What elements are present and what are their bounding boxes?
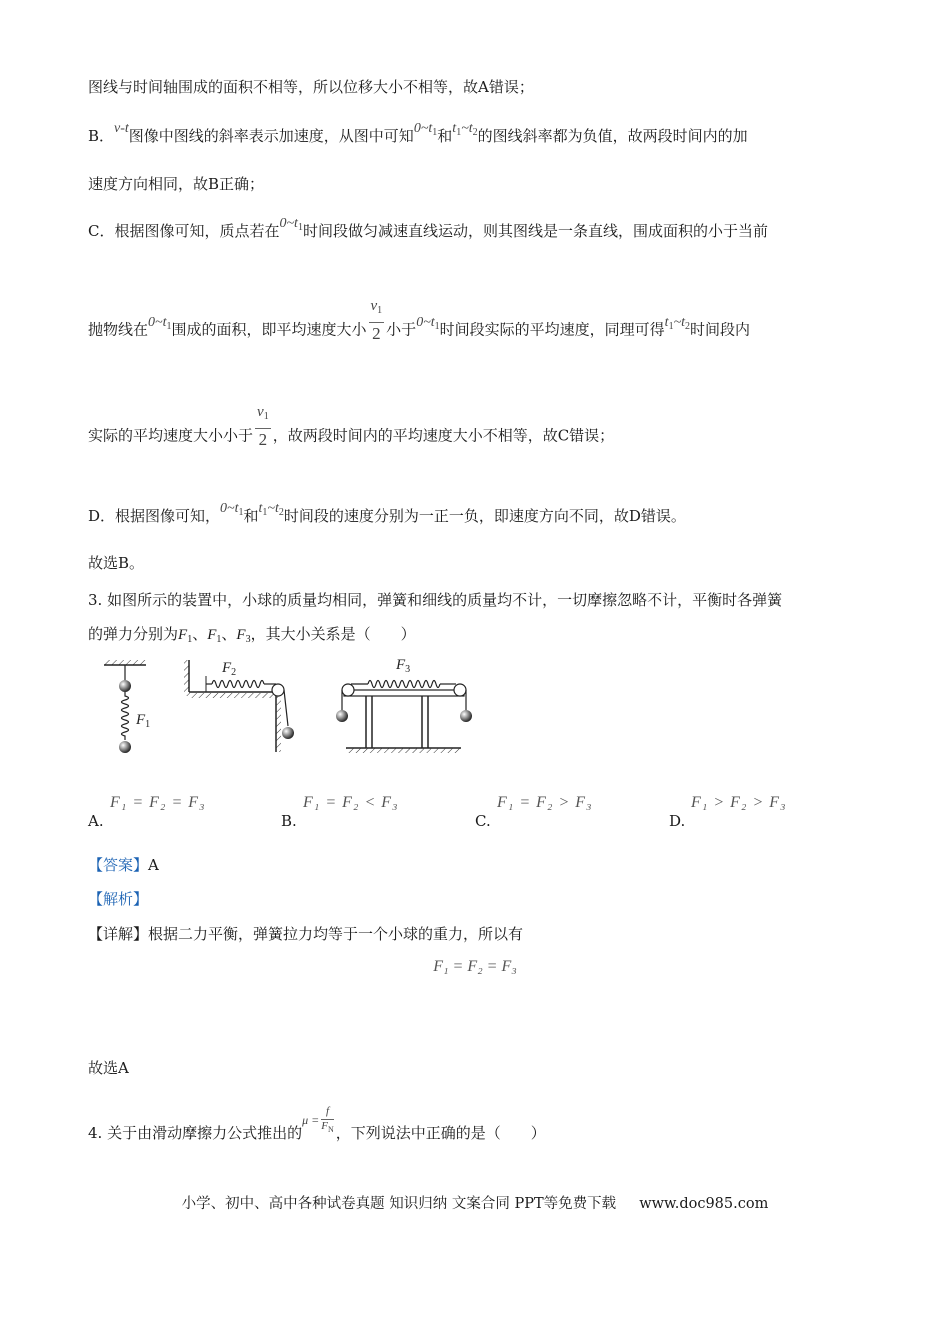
pulley-icon bbox=[342, 684, 354, 696]
spring-icon bbox=[212, 681, 264, 688]
q3-detail: 【详解】根据二力平衡，弹簧拉力均等于一个小球的重力，所以有 bbox=[88, 925, 524, 943]
q3-answer: 【答案】A bbox=[88, 856, 159, 874]
option-c-text2: 抛物线在 bbox=[88, 320, 149, 339]
option-d-text: 时间段的速度分别为一正一负，即速度方向不同，故D错误。 bbox=[283, 507, 686, 525]
range-t1-t2: $t_1\sim t_2$ bbox=[258, 501, 284, 518]
range-0-t1: $0\sim t_1$ bbox=[416, 314, 440, 332]
spring-icon bbox=[368, 681, 440, 688]
solution-conclusion: 故选B。 bbox=[88, 554, 145, 572]
range-0-t1: $0\sim t_1$ bbox=[413, 121, 438, 138]
solution-option-b-line2: 速度方向相同，故B正确； bbox=[88, 175, 265, 193]
solution-option-c-line1 bbox=[88, 216, 768, 247]
solution-line-a-tail: 图线与时间轴围成的面积不相等，所以位移大小不相等，故A错误； bbox=[88, 78, 534, 96]
spring-apparatus-figure bbox=[96, 652, 486, 762]
page-footer bbox=[0, 1192, 950, 1213]
option-c-text7: 实际的平均速度大小小于 bbox=[88, 426, 254, 445]
q3-analysis-tag: 【解析】 bbox=[88, 890, 149, 908]
ball-icon bbox=[336, 710, 348, 722]
solution-option-d bbox=[88, 501, 686, 532]
solution-option-c-line3 bbox=[88, 404, 615, 461]
q3-stem-line1: 3. 如图所示的装置中，小球的质量均相同，弹簧和细线的质量均不计，一切摩擦忽略不计，平衡时各弹簧 bbox=[88, 591, 783, 609]
range-0-t1: $0\sim t_1$ bbox=[279, 216, 303, 233]
pulley-icon bbox=[272, 684, 284, 696]
option-c-text4: 小于 bbox=[386, 320, 417, 339]
setup-2-wall-pulley bbox=[184, 660, 294, 752]
option-c-text8: ，故两段时间内的平均速度大小不相等，故C错误； bbox=[272, 426, 615, 445]
svg-text:F3: $F_3$ bbox=[396, 657, 411, 675]
ball-icon bbox=[119, 680, 131, 692]
fraction-v1-over-2: $\frac{v_1}{2}$ bbox=[370, 298, 383, 343]
q3-conclusion: 故选A bbox=[88, 1059, 129, 1077]
and-word: 和 bbox=[437, 127, 453, 145]
range-0-t1: $0\sim t_1$ bbox=[220, 501, 244, 518]
ball-icon bbox=[460, 710, 472, 722]
footer-text: 小学、初中、高中各种试卷真题 知识归纳 文案合同 PPT等免费下载 bbox=[181, 1196, 617, 1212]
q3-stem-line2: 的弹力分别为$F_1$、$F_1$、$F_3$，其大小关系是（ ） bbox=[88, 625, 416, 645]
option-c-text1: 时间段做匀减速直线运动，则其图线是一条直线，围成面积的小于当前 bbox=[302, 222, 768, 240]
footer-url[interactable]: www.doc985.com bbox=[639, 1196, 769, 1212]
setup-1-hanging-spring bbox=[104, 660, 150, 753]
vt-symbol: v-t bbox=[114, 121, 129, 136]
option-b-text1: 图像中图线的斜率表示加速度，从图中可知 bbox=[128, 127, 414, 145]
setup-3-table-two-pulleys bbox=[336, 657, 472, 753]
range-t1-t2: $t_1\sim t_2$ bbox=[664, 314, 691, 332]
option-c-label: C．根据图像可知，质点若在 bbox=[88, 222, 280, 240]
solution-option-c-line2 bbox=[88, 298, 751, 355]
option-b-label: B． bbox=[88, 127, 115, 145]
svg-text:F2: $F_2$ bbox=[222, 660, 237, 678]
fraction-f-over-fn: $\frac{f}{F_N}$ bbox=[321, 1105, 334, 1134]
mu-symbol: μ = bbox=[302, 1113, 320, 1127]
solution-option-b-line1 bbox=[88, 121, 748, 152]
range-t1-t2: $t_1\sim t_2$ bbox=[452, 121, 478, 138]
fraction-v1-over-2: $\frac{v_1}{2}$ bbox=[257, 404, 269, 449]
range-0-t1: $0\sim t_1$ bbox=[148, 314, 172, 332]
option-c-text3: 围成的面积，即平均速度大小 bbox=[171, 320, 367, 339]
option-c-text5: 时间段实际的平均速度，同理可得 bbox=[439, 320, 665, 339]
option-b-text2: 的图线斜率都为负值，故两段时间内的加 bbox=[477, 127, 748, 145]
and-word: 和 bbox=[243, 507, 259, 525]
svg-text:F1: $F_1$ bbox=[136, 712, 151, 730]
option-d-label: D．根据图像可知， bbox=[88, 507, 221, 525]
q4-stem: 4. 关于由滑动摩擦力公式推出的$^{\mu =}$ $\frac{f}{F_N}$ ，下列说法中正确的是（ ） bbox=[88, 1105, 546, 1142]
pulley-icon bbox=[454, 684, 466, 696]
ball-icon bbox=[119, 741, 131, 753]
q3-equation: F₁ = F₂ = F₃ bbox=[433, 958, 517, 975]
ball-icon bbox=[282, 727, 294, 739]
spring-icon bbox=[122, 692, 129, 740]
option-c-text6: 时间段内 bbox=[690, 320, 751, 339]
